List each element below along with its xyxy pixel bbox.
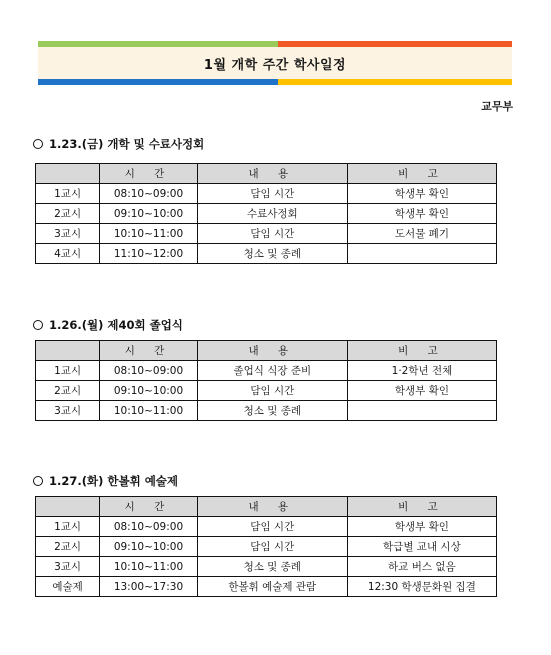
table-row [36,184,497,204]
cell-time: 08:10~09:00 [100,517,198,537]
cell-note: 도서물 폐기 [347,224,496,244]
cell-period: 2교시 [36,537,100,557]
header-note: 비 고 [347,164,496,184]
cell-note: 1·2학년 전체 [347,361,496,381]
schedule-table-3 [35,496,497,597]
cell-period: 2교시 [36,381,100,401]
cell-time: 09:10~10:00 [100,537,198,557]
cell-content: 한볼휘 예술제 관람 [197,577,347,597]
header-blank [36,164,100,184]
table-row [36,224,497,244]
cell-content: 수료사정회 [197,204,347,224]
section-title-text: 1.26.(월) 제40회 졸업식 [49,318,183,332]
cell-note: 12:30 학생문화원 집결 [347,577,496,597]
cell-note: 학생부 확인 [347,184,496,204]
cell-time: 10:10~11:00 [100,224,198,244]
cell-period: 1교시 [36,361,100,381]
cell-note [347,401,496,421]
cell-time: 10:10~11:00 [100,557,198,577]
header-blank [36,341,100,361]
header-blank [36,497,100,517]
banner-bottom-stripe [38,79,512,85]
cell-note: 학급별 교내 시상 [347,537,496,557]
table-header-row [36,341,497,361]
cell-content: 졸업식 식장 준비 [197,361,347,381]
table-header-row [36,497,497,517]
cell-content: 청소 및 종례 [197,401,347,421]
header-note: 비 고 [347,497,496,517]
table-row [36,401,497,421]
cell-content: 담임 시간 [197,184,347,204]
cell-content: 담임 시간 [197,381,347,401]
cell-content: 청소 및 종례 [197,557,347,577]
table-row [36,517,497,537]
table-row [36,204,497,224]
cell-time: 13:00~17:30 [100,577,198,597]
cell-period: 1교시 [36,184,100,204]
section-title-1 [33,136,204,152]
cell-period: 3교시 [36,224,100,244]
cell-note: 학생부 확인 [347,381,496,401]
cell-period: 3교시 [36,401,100,421]
cell-period: 예술제 [36,577,100,597]
header-time: 시 간 [100,164,198,184]
header-time: 시 간 [100,497,198,517]
cell-time: 11:10~12:00 [100,244,198,264]
section-title-2 [33,317,183,333]
cell-time: 09:10~10:00 [100,381,198,401]
banner-top-stripe [38,41,512,47]
cell-time: 10:10~11:00 [100,401,198,421]
cell-period: 3교시 [36,557,100,577]
page-title: 1월 개학 주간 학사일정 [38,47,512,79]
table-row [36,537,497,557]
cell-content: 담임 시간 [197,224,347,244]
cell-content: 담임 시간 [197,517,347,537]
circle-bullet-icon [33,139,43,149]
cell-note: 학생부 확인 [347,204,496,224]
cell-content: 담임 시간 [197,537,347,557]
table-header-row [36,164,497,184]
header-note: 비 고 [347,341,496,361]
cell-time: 09:10~10:00 [100,204,198,224]
cell-time: 08:10~09:00 [100,184,198,204]
header-time: 시 간 [100,341,198,361]
section-title-text: 1.23.(금) 개학 및 수료사정회 [49,137,205,151]
cell-period: 1교시 [36,517,100,537]
table-row [36,557,497,577]
cell-content: 청소 및 종례 [197,244,347,264]
cell-period: 4교시 [36,244,100,264]
circle-bullet-icon [33,320,43,330]
cell-note [347,244,496,264]
circle-bullet-icon [33,476,43,486]
table-row [36,244,497,264]
title-banner [38,41,512,85]
header-content: 내 용 [197,497,347,517]
schedule-table-2 [35,340,497,421]
table-row [36,361,497,381]
section-title-3 [33,473,178,489]
cell-time: 08:10~09:00 [100,361,198,381]
cell-note: 하교 버스 없음 [347,557,496,577]
schedule-table-1 [35,163,497,264]
department-label: 교무부 [481,100,513,113]
section-title-text: 1.27.(화) 한볼휘 예술제 [49,474,179,488]
table-row [36,381,497,401]
cell-note: 학생부 확인 [347,517,496,537]
cell-period: 2교시 [36,204,100,224]
header-content: 내 용 [197,341,347,361]
table-row [36,577,497,597]
header-content: 내 용 [197,164,347,184]
